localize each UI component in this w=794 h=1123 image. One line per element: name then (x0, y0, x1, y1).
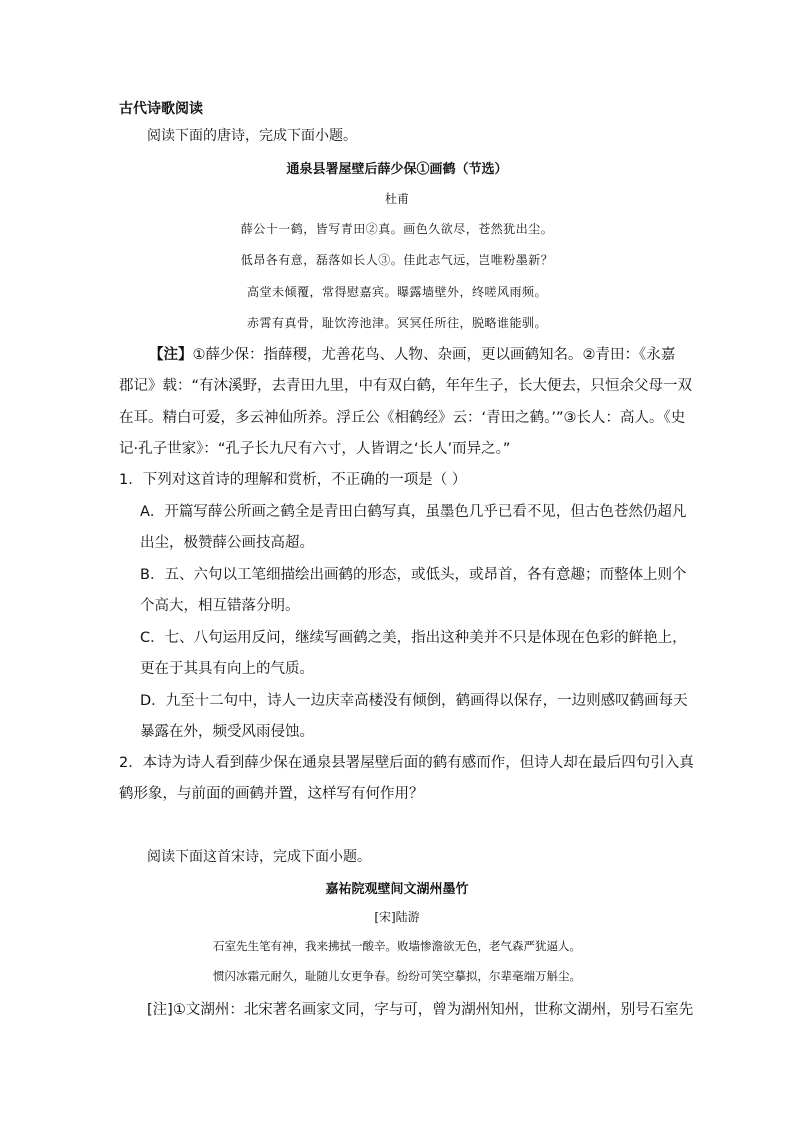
option-b: B．五、六句以工笔细描绘出画鹤的形态，或低头，或昂首，各有意趣；而整体上则个 (140, 567, 687, 583)
poem-2-title: 嘉祐院观壁间文湖州墨竹 (325, 882, 469, 897)
note-line: 在耳。精白可爱，多云神仙所养。浮丘公《相鹤经》云：‘青田之鹤。’”③长人：高人。《史 (119, 410, 686, 426)
question-1-stem: 1．下列对这首诗的理解和赏析，不正确的一项是（ ） (119, 472, 467, 488)
poem-line: 赤霄有真骨，耻饮洿池津。冥冥任所往，脱略谁能驯。 (246, 316, 547, 330)
poem-title: 通泉县署屋壁后薛少保①画鹤（节选） (286, 162, 508, 177)
option-a-cont: 出尘，极赞薛公画技高超。 (140, 535, 314, 551)
poem-line: 低昂各有意，磊落如长人③。佳此志气远，岂唯粉墨新？ (240, 253, 554, 267)
poem-line: 薛公十一鹤，皆写青田②真。画色久欲尽，苍然犹出尘。 (240, 222, 554, 236)
poem-2-line: 惯闪冰霜元耐久，耻随儿女更争春。纷纷可笑空摹拟，尔辈毫端万斛尘。 (213, 969, 581, 983)
intro-text: 阅读下面的唐诗，完成下面小题。 (147, 128, 357, 144)
note-line: 郡记》载：“有沐溪野，去青田九里，中有双白鹤，年年生子，长大便去，只恒余父母一双 (119, 378, 693, 394)
note-text: ①薛少保：指薛稷，尤善花鸟、人物、杂画，更以画鹤知名。②青田：《永嘉 (192, 347, 676, 363)
question-2: 2．本诗为诗人看到薛少保在通泉县署屋壁后面的鹤有感而作，但诗人却在最后四句引入真 (119, 755, 694, 771)
note-line: 记·孔子世家》：“孔子长九尺有六寸，人皆谓之‘长人’而异之。” (119, 441, 511, 457)
poem-2-author: [宋]陆游 (374, 910, 420, 924)
intro-text-2: 阅读下面这首宋诗，完成下面小题。 (147, 849, 371, 865)
option-c: C．七、八句运用反问，继续写画鹤之美，指出这种美并不只是体现在色彩的鲜艳上， (140, 630, 687, 646)
poem-2-line: 石室先生笔有神，我来拂拭一酸辛。败墙惨澹欲无色，老气森严犹逼人。 (213, 939, 581, 953)
option-c-cont: 更在于其具有向上的气质。 (140, 661, 314, 677)
option-d-cont: 暴露在外，频受风雨侵蚀。 (140, 724, 314, 740)
section-heading: 古代诗歌阅读 (119, 101, 203, 117)
note-label: 【注】 (149, 347, 193, 363)
poem-line: 高堂未倾覆，常得慰嘉宾。曝露墙壁外，终嗟风雨频。 (246, 285, 547, 299)
note-first-line (149, 343, 675, 364)
option-b-cont: 个高大，相互错落分明。 (140, 598, 300, 614)
note-2-line: [注]①文湖州：北宋著名画家文同，字与可，曾为湖州知州，世称文湖州，别号石室先 (147, 1002, 694, 1018)
option-d: D．九至十二句中，诗人一边庆幸高楼没有倾倒，鹤画得以保存，一边则感叹鹤画每天 (140, 693, 688, 709)
question-2-cont: 鹤形象，与前面的画鹤并置，这样写有何作用？ (119, 786, 424, 802)
poem-author: 杜甫 (384, 192, 409, 206)
option-a: A．开篇写薛公所画之鹤全是青田白鹤写真，虽墨色几乎已看不见，但古色苍然仍超凡 (140, 504, 687, 520)
